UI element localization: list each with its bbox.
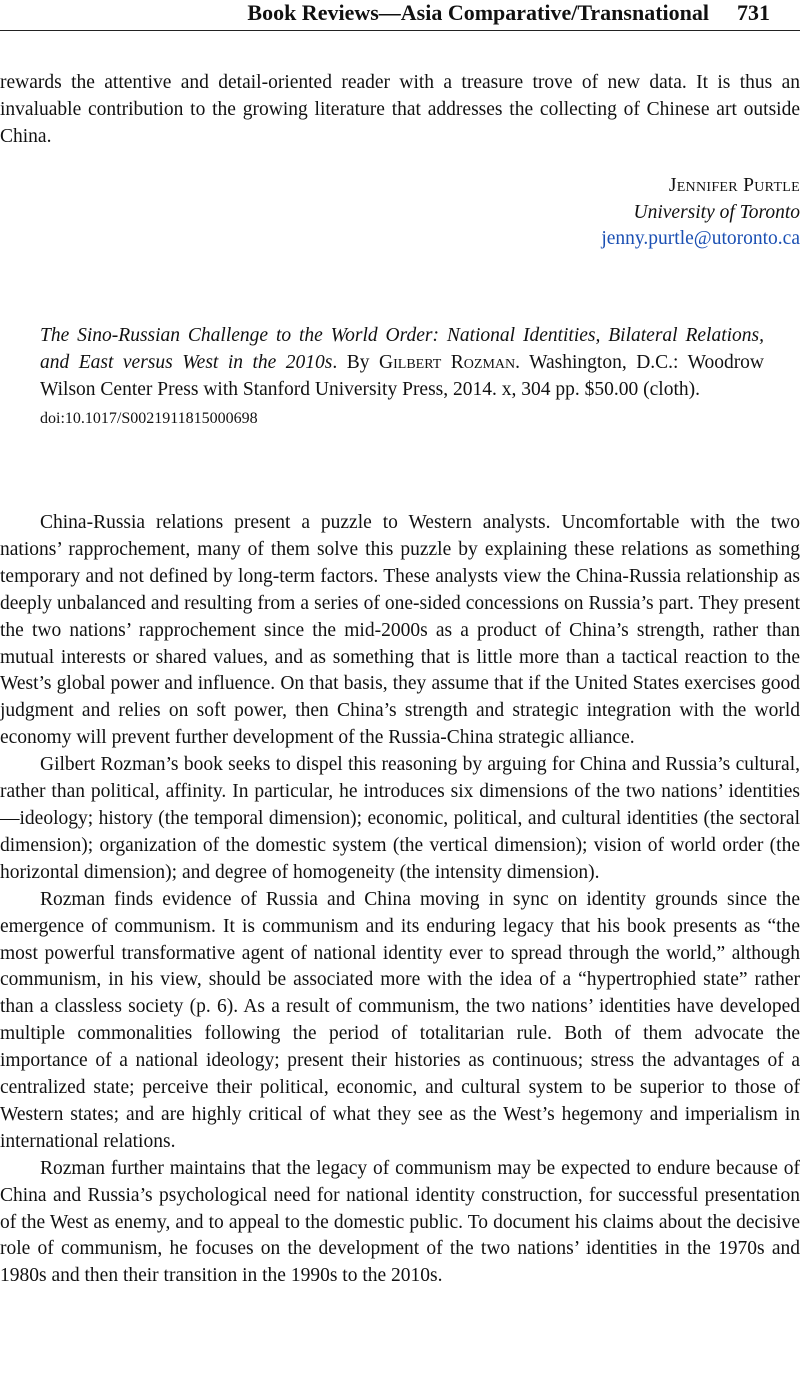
book-title: The Sino-Russian Challenge to the World Order: National Identities, Bilateral Relations, and East versus West in the 2010s [40,325,764,373]
author-period: . [515,352,530,373]
publication-details: Washington, D.C.: Woodrow Wilson Center Press with Stanford University Press, 2014. x, 304 pp. $50.00 (cloth). [40,352,765,400]
review-paragraph: Rozman finds evidence of Russia and China moving in sync on identity grounds since the emergence of communism. It is communism and its enduring legacy that his book presents as “the most powerful transformative agent of national identity ever to spread through the world,” although communism, in his view, should be associated more with the idea of a “hypertrophied state” rather than a classless society (p. 6). As a result of communism, the two nations’ identities have developed multiple commonalities following the period of totalitarian rule. Both of them advocate the importance of a national ideology; present their histories as continuous; stress the advantages of a centralized state; perceive their political, economic, and cultural system to be superior to those of Western states; and are highly critical of what they see as the West’s hegemony and imperialism in international relations. [0,888,800,1152]
doi-link[interactable]: doi:10.1017/S0021911815000698 [40,410,258,427]
running-title: Book Reviews—Asia Comparative/Transnational [247,0,709,25]
reviewer-email-link[interactable]: jenny.purtle@utoronto.ca [601,228,800,249]
running-head [247,0,770,28]
page-number: 731 [737,0,770,25]
review-paragraph: Gilbert Rozman’s book seeks to dispel this reasoning by arguing for China and Russia’s cultural, rather than political, affinity. In particular, he introduces six dimensions of the two nations’ identities—ideology; history (the temporal dimension); economic, political, and cultural identities (the sectoral dimension); organization of the domestic system (the vertical dimension); vision of world order (the horizontal dimension); and degree of homogeneity (the intensity dimension). [0,754,800,883]
continued-paragraph: rewards the attentive and detail-oriented reader with a treasure trove of new data. It is thus an invaluable contribution to the growing literature that addresses the collecting of Chinese art outside China. [0,72,800,147]
book-author: Gilbert Rozman [379,352,516,373]
continued-review-text [0,70,800,151]
review-paragraph: China-Russia relations present a puzzle to Western analysts. Uncomfortable with the two nations’ rapprochement, many of them solve this puzzle by explaining these relations as something temporary and not defined by long-term factors. These analysts view the China-Russia relationship as deeply unbalanced and resulting from a series of one-sided concessions on Russia’s part. They present the two nations’ rapprochement since the mid-2000s as a product of China’s strength, rather than mutual interests or shared values, and as something that is little more than a tactical reaction to the West’s global power and influence. On that basis, they assume that if the United States exercises good judgment and relies on soft power, then China’s strength and strategic integration with the world economy will prevent further development of the Russia-China strategic alliance. [0,512,800,749]
reviewer-signature [601,173,800,253]
citation-period: . [332,352,347,373]
header-rule [0,30,800,31]
book-citation [40,322,764,431]
citation-by: By [346,352,370,373]
reviewer-name: Jennifer Purtle [668,175,800,196]
review-paragraph: Rozman further maintains that the legacy of communism may be expected to endure because of China and Russia’s psychological need for national identity construction, for successful presentation of the West as enemy, and to appeal to the domestic public. To document his claims about the decisive role of communism, he focuses on the development of the two nations’ identities in the 1970s and 1980s and then their transition in the 1990s to the 2010s. [0,1157,800,1287]
reviewer-affiliation: University of Toronto [633,201,800,223]
review-body [0,510,800,1290]
